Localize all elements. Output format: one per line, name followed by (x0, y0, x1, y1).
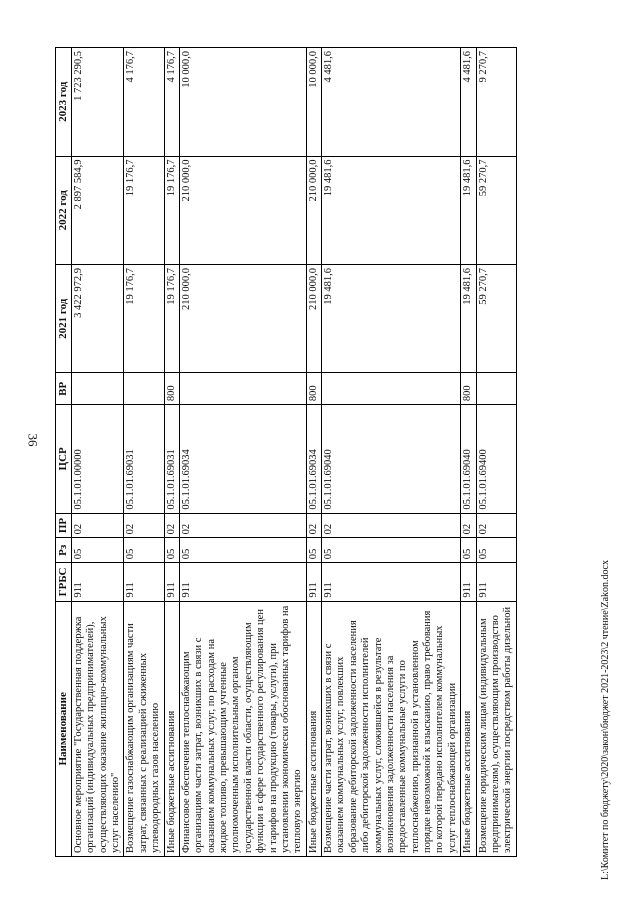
table-row (322, 48, 461, 857)
cell-2021: 59 270,7 (476, 265, 516, 373)
cell-vr: 800 (306, 373, 321, 405)
cell-name: Иные бюджетные ассигнования (306, 601, 321, 856)
cell-csr: 05.1.01.69400 (476, 405, 516, 513)
cell-name: Иные бюджетные ассигнования (461, 601, 476, 856)
cell-2022: 19 176,7 (164, 156, 179, 264)
cell-vr (179, 373, 306, 405)
cell-csr: 05.1.01.00000 (71, 405, 124, 513)
cell-name: Возмещение юридическим лицам (индивидуальным предпринимателям), осуществляющим производство электрической энергии посредством работы дизельной (476, 601, 516, 856)
cell-pr: 02 (179, 513, 306, 538)
cell-rz: 05 (124, 538, 164, 563)
cell-2022: 59 270,7 (476, 156, 516, 264)
cell-vr: 800 (461, 373, 476, 405)
cell-grbs: 911 (164, 563, 179, 601)
cell-2022: 19 481,6 (461, 156, 476, 264)
cell-grbs: 911 (476, 563, 516, 601)
cell-name: Основное мероприятие "Государственная поддержка организаций (индивидуальных предпринимателей), осуществляющих оказание жилищно-коммунальных услуг населению" (71, 601, 124, 856)
cell-2021: 19 176,7 (124, 265, 164, 373)
cell-pr: 02 (164, 513, 179, 538)
cell-rz: 05 (71, 538, 124, 563)
cell-name: Возмещение части затрат, возникших в связи с оказанием коммунальных услуг, повлекших образование дебиторской задолженности населения либо дебиторской задолженности исполнителей коммунальных услуг, сложившейся в результате возникновения задолженности населения за предоставленные коммунальные услуги по теплоснабжению, признанной в установленном порядке невозможной к взысканию, право требования по которой передано исполнителем коммунальных услуг теплоснабжающей организации (322, 601, 461, 856)
cell-2023: 4 481,6 (322, 48, 461, 157)
table-row (461, 48, 476, 857)
cell-2023: 4 176,7 (164, 48, 179, 157)
cell-grbs: 911 (306, 563, 321, 601)
cell-2022: 2 897 584,9 (71, 156, 124, 264)
cell-2023: 9 270,7 (476, 48, 516, 157)
header-vr: ВР (56, 373, 72, 405)
header-rz: Рз (56, 538, 72, 563)
cell-vr: 800 (164, 373, 179, 405)
table-row (179, 48, 306, 857)
table-header-row (56, 48, 72, 857)
cell-2021: 19 481,6 (461, 265, 476, 373)
cell-pr: 02 (476, 513, 516, 538)
cell-grbs: 911 (124, 563, 164, 601)
cell-name: Финансовое обеспечение теплоснабжающим организациям части затрат, возникших в связи с оказанием коммунальных услуг, по расходам на жидкое топливо, превышающим учтенные уполномоченным исполнительным органом государственной власти области, осуществляющим функции в сфере государственного регулирования цен и тарифов на продукцию (товары, услуги), при установлении экономически обоснованных тарифов на тепловую энергию (179, 601, 306, 856)
cell-csr: 05.1.01.69040 (461, 405, 476, 513)
budget-table (55, 47, 517, 857)
cell-pr: 02 (461, 513, 476, 538)
cell-2023: 4 176,7 (124, 48, 164, 157)
header-pr: ПР (56, 513, 72, 538)
cell-2022: 210 000,0 (179, 156, 306, 264)
cell-2021: 210 000,0 (306, 265, 321, 373)
cell-rz: 05 (322, 538, 461, 563)
cell-vr (71, 373, 124, 405)
cell-pr: 02 (322, 513, 461, 538)
header-csr: ЦСР (56, 405, 72, 513)
cell-vr (322, 373, 461, 405)
cell-name: Возмещение газоснабжающим организациям части затрат, связанных с реализацией сжиженных углеводородных газов населению (124, 601, 164, 856)
cell-vr (124, 373, 164, 405)
cell-csr: 05.1.01.69034 (306, 405, 321, 513)
cell-grbs: 911 (71, 563, 124, 601)
cell-csr: 05.1.01.69031 (164, 405, 179, 513)
cell-2021: 210 000,0 (179, 265, 306, 373)
file-path-footer: L:\Комитет по бюджету\2020\закон\бюджет 2021-2023\2 чтение\Zakon.docx (600, 560, 611, 880)
cell-grbs: 911 (322, 563, 461, 601)
cell-2021: 19 481,6 (322, 265, 461, 373)
cell-2021: 3 422 972,9 (71, 265, 124, 373)
cell-csr: 05.1.01.69040 (322, 405, 461, 513)
cell-2023: 10 000,0 (179, 48, 306, 157)
cell-2021: 19 176,7 (164, 265, 179, 373)
header-2023: 2023 год (56, 48, 72, 157)
cell-2023: 4 481,6 (461, 48, 476, 157)
table-row (71, 48, 124, 857)
header-2021: 2021 год (56, 265, 72, 373)
table-row (306, 48, 321, 857)
table-row (476, 48, 516, 857)
header-name: Наименование (56, 601, 72, 856)
cell-rz: 05 (164, 538, 179, 563)
cell-2022: 19 481,6 (322, 156, 461, 264)
cell-csr: 05.1.01.69034 (179, 405, 306, 513)
cell-grbs: 911 (461, 563, 476, 601)
cell-2023: 1 723 290,5 (71, 48, 124, 157)
cell-pr: 02 (71, 513, 124, 538)
cell-rz: 05 (306, 538, 321, 563)
cell-name: Иные бюджетные ассигнования (164, 601, 179, 856)
header-grbs: ГРБС (56, 563, 72, 601)
cell-csr: 05.1.01.69031 (124, 405, 164, 513)
cell-pr: 02 (306, 513, 321, 538)
cell-rz: 05 (476, 538, 516, 563)
cell-grbs: 911 (179, 563, 306, 601)
rotated-table-container (55, 47, 585, 857)
cell-vr (476, 373, 516, 405)
cell-rz: 05 (179, 538, 306, 563)
cell-2022: 19 176,7 (124, 156, 164, 264)
table-row (124, 48, 164, 857)
cell-rz: 05 (461, 538, 476, 563)
cell-pr: 02 (124, 513, 164, 538)
table-row (164, 48, 179, 857)
header-2022: 2022 год (56, 156, 72, 264)
cell-2022: 210 000,0 (306, 156, 321, 264)
cell-2023: 10 000,0 (306, 48, 321, 157)
page-number: 36 (25, 433, 41, 447)
